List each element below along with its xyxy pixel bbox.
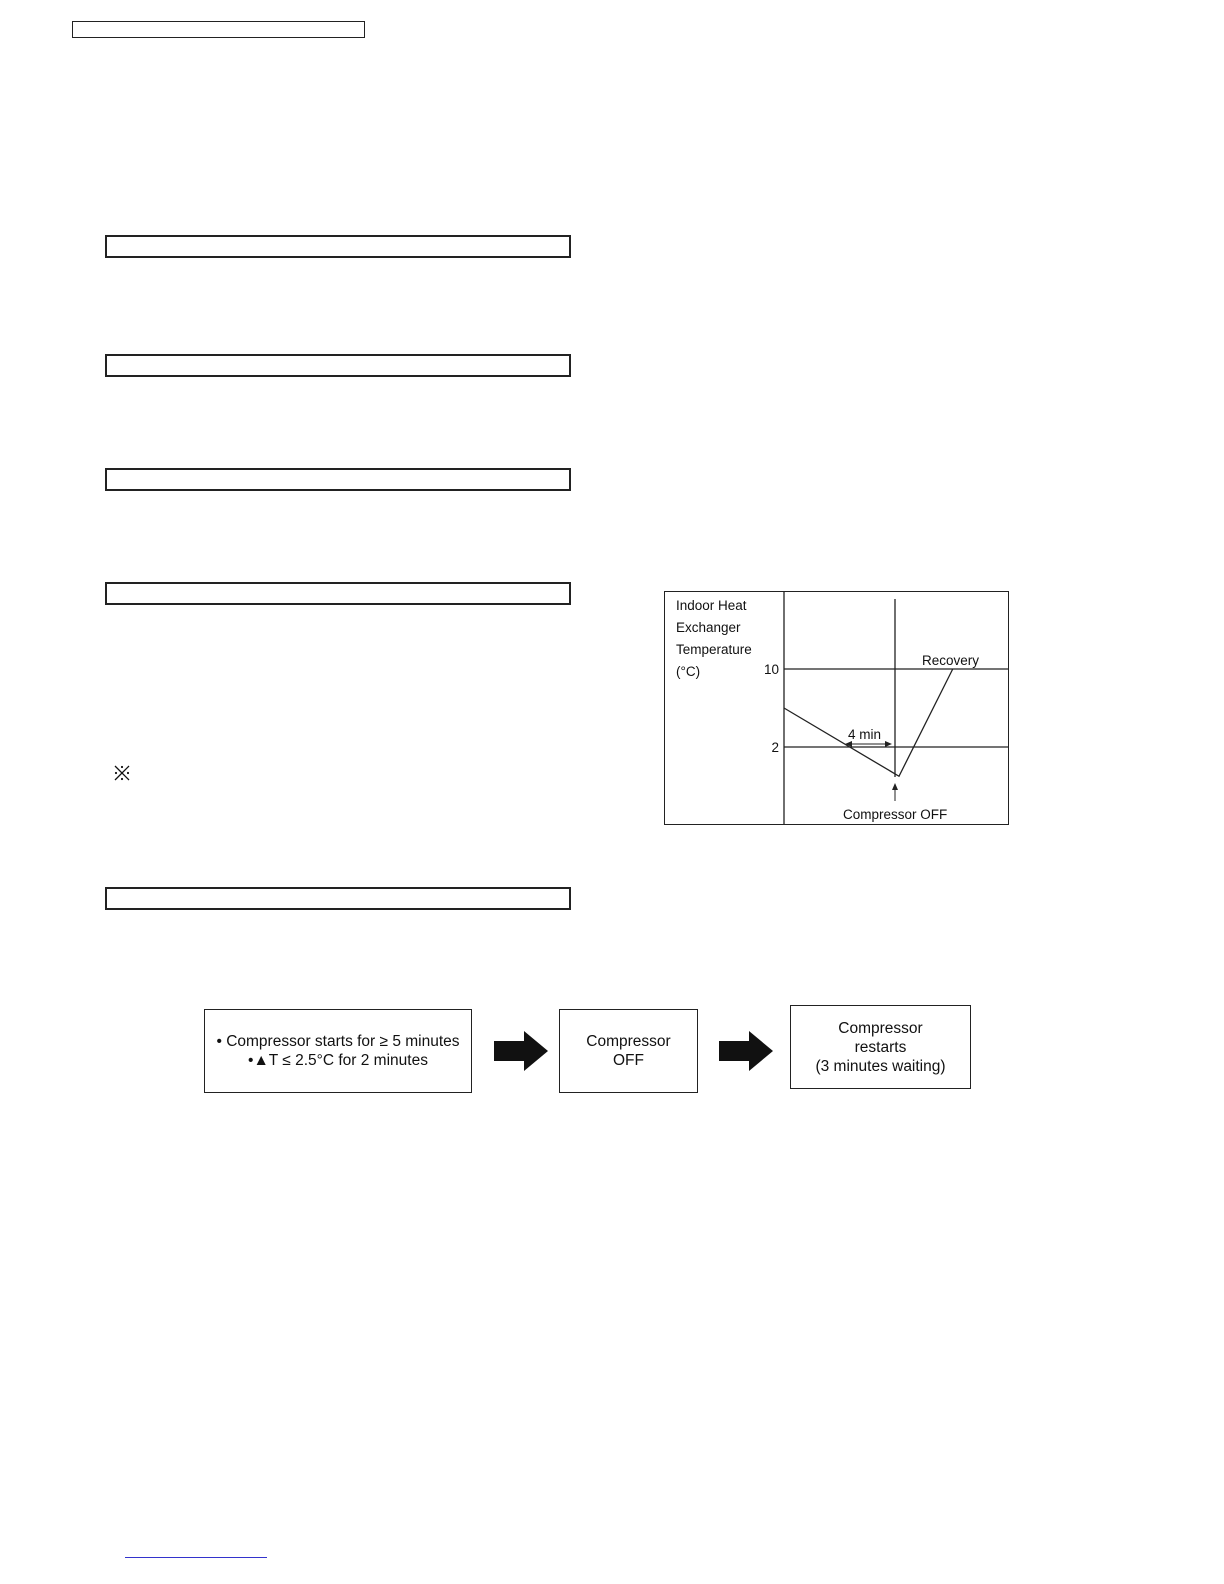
flow-step-restarts-line-2: restarts bbox=[854, 1038, 907, 1056]
section-heading-box-1 bbox=[105, 235, 571, 258]
flow-step-restarts-line-1: Compressor bbox=[838, 1019, 923, 1037]
section-heading-box-5 bbox=[105, 887, 571, 910]
y-tick-label-2: 2 bbox=[771, 740, 779, 755]
flow-arrow-right-icon-2 bbox=[719, 1031, 775, 1071]
footer-link-underline bbox=[125, 1557, 267, 1558]
compressor-off-arrow-head bbox=[892, 783, 898, 790]
flow-step-compressor-restarts bbox=[790, 1005, 971, 1089]
flow-step-conditions-line-2: •▲T ≤ 2.5°C for 2 minutes bbox=[248, 1052, 428, 1069]
chart-ylabel-line-1: Indoor Heat bbox=[676, 598, 747, 613]
interval-arrow-right-head bbox=[885, 741, 892, 747]
compressor-off-label: Compressor OFF bbox=[843, 807, 948, 822]
interval-label: 4 min bbox=[848, 727, 882, 742]
chart-ylabel-line-2: Exchanger bbox=[676, 620, 741, 635]
flow-step-conditions-line-1: • Compressor starts for ≥ 5 minutes bbox=[216, 1033, 460, 1050]
chart-ylabel-line-3: Temperature bbox=[676, 642, 752, 657]
flow-step-compressor-off-line-1: Compressor bbox=[586, 1033, 671, 1050]
flow-arrow-right-icon-1 bbox=[494, 1031, 550, 1071]
flow-step-conditions bbox=[204, 1009, 472, 1093]
header-frame bbox=[72, 21, 365, 38]
temperature-chart bbox=[664, 591, 1009, 825]
y-tick-label-10: 10 bbox=[763, 662, 779, 677]
flow-step-compressor-off-line-2: OFF bbox=[612, 1052, 644, 1069]
recovery-label: Recovery bbox=[922, 653, 980, 668]
chart-ylabel-line-4: (°C) bbox=[676, 664, 701, 679]
reference-mark-icon bbox=[113, 764, 131, 782]
flow-step-compressor-off bbox=[559, 1009, 698, 1093]
section-heading-box-4 bbox=[105, 582, 571, 605]
section-heading-box-2 bbox=[105, 354, 571, 377]
flow-step-restarts-line-3: (3 minutes waiting) bbox=[815, 1057, 946, 1075]
section-heading-box-3 bbox=[105, 468, 571, 491]
temperature-series-line bbox=[784, 669, 953, 776]
